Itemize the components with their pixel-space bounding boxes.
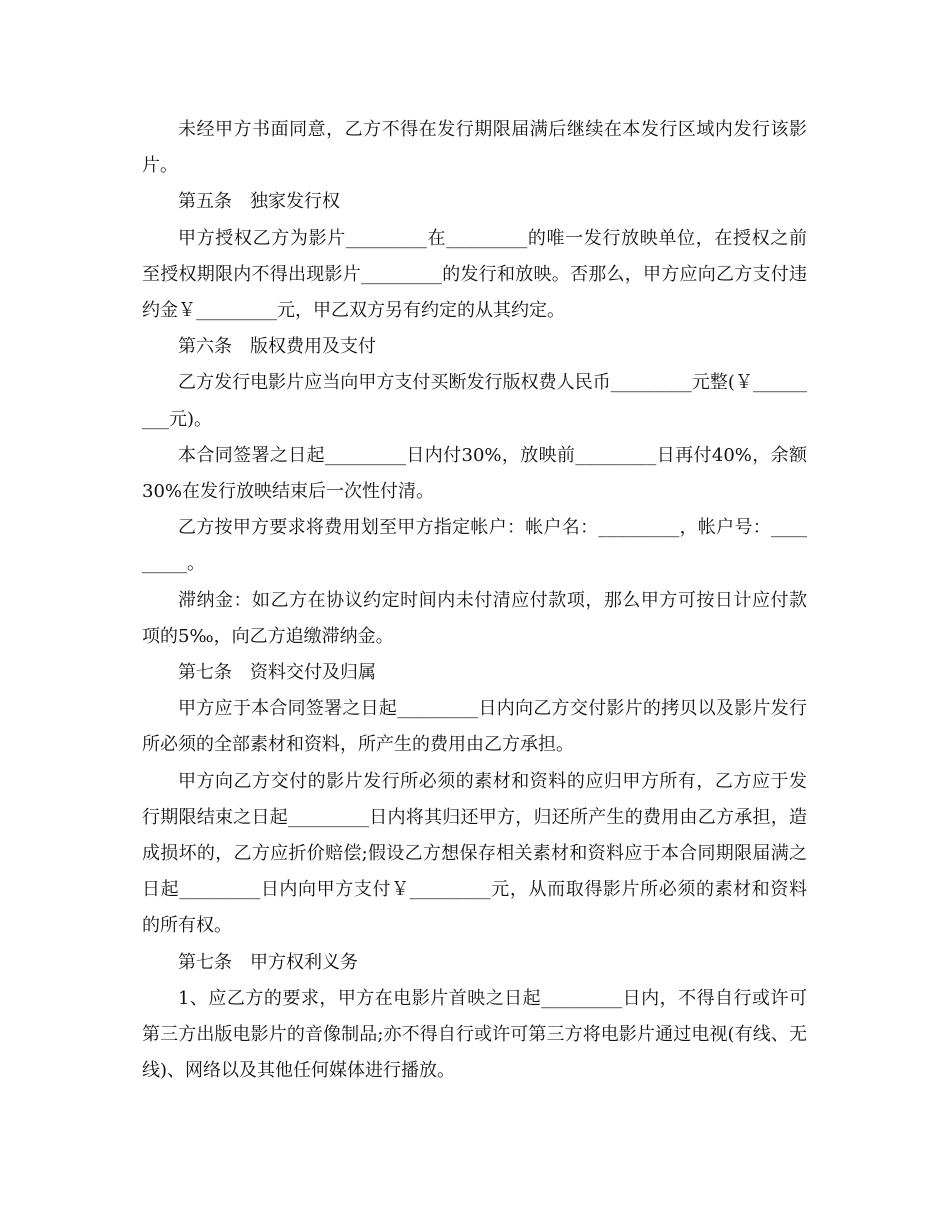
article-7-materials-heading: 第七条 资料交付及归属 — [178, 662, 376, 684]
paragraph-bank-account: 乙方按甲方要求将费用划至甲方指定帐户：帐户名：_________，帐户号：_________。 — [142, 517, 807, 575]
paragraph-late-fee: 滞纳金：如乙方在协议约定时间内未付清应付款项，那么甲方可按日计应付款项的5‰，向乙方追缴滞纳金。 — [142, 589, 807, 647]
paragraph-exclusive-rights: 甲方授权乙方为影片_________在_________的唯一发行放映单位，在授权之前至授权期限内不得出现影片_________的发行和放映。否那么，甲方应向乙方支付违约金￥_________元，甲乙双方另有约定的从其约定。 — [142, 227, 807, 322]
document-body — [142, 112, 807, 1089]
article-6-heading: 第六条 版权费用及支付 — [178, 336, 376, 358]
article-5-heading: 第五条 独家发行权 — [178, 191, 340, 213]
article-7-party-a-heading: 第七条 甲方权利义务 — [178, 951, 358, 973]
paragraph-party-a-obligation-1: 1、应乙方的要求，甲方在电影片首映之日起_________日内，不得自行或许可第三方出版电影片的音像制品;亦不得自行或许可第三方将电影片通过电视(有线、无线)、网络以及其他任何媒体进行播放。 — [142, 987, 807, 1082]
paragraph-payment-schedule: 本合同签署之日起_________日内付30%，放映前_________日再付40%，余额30%在发行放映结束后一次性付清。 — [142, 444, 807, 503]
paragraph-materials-delivery: 甲方应于本合同签署之日起_________日内向乙方交付影片的拷贝以及影片发行所必须的全部素材和资料，所产生的费用由乙方承担。 — [142, 698, 807, 756]
paragraph-materials-ownership: 甲方向乙方交付的影片发行所必须的素材和资料的应归甲方所有，乙方应于发行期限结束之日起_________日内将其归还甲方，归还所产生的费用由乙方承担，造成损坏的，乙方应折价赔偿;假设乙方想保存相关素材和资料应于本合同期限届满之日起_________日内向甲方支付￥_________元，从而取得影片所必须的素材和资料的所有权。 — [142, 770, 807, 937]
paragraph-copyright-fee: 乙方发行电影片应当向甲方支付买断发行版权费人民币_________元整(￥_________元)。 — [142, 372, 807, 430]
paragraph-distribution-expiry: 未经甲方书面同意，乙方不得在发行期限届满后继续在本发行区域内发行该影片。 — [142, 119, 807, 177]
